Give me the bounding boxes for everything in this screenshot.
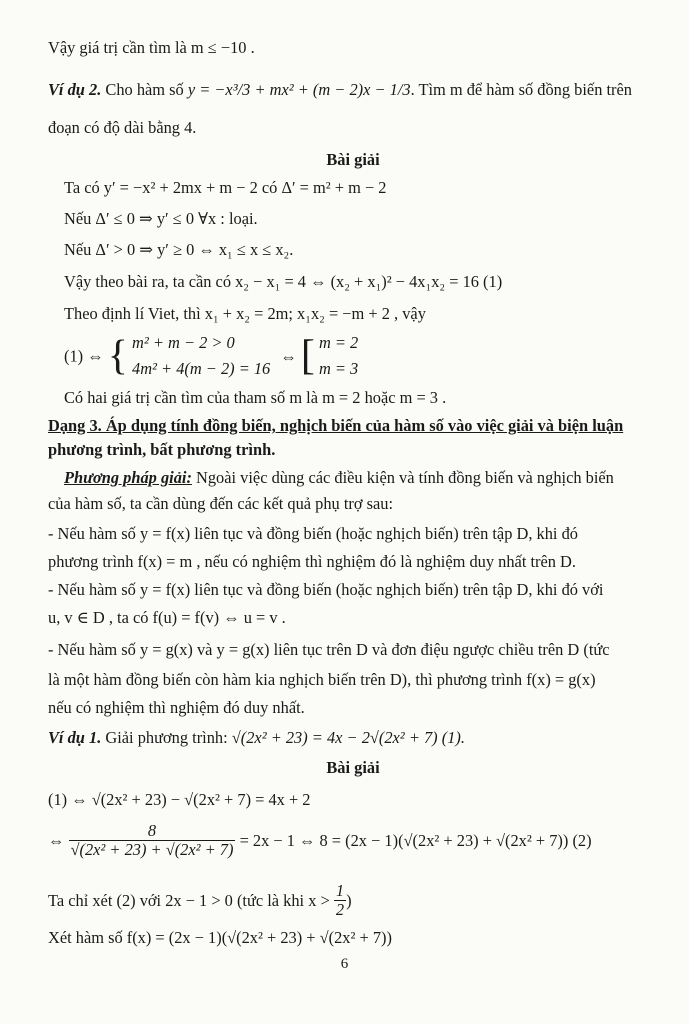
method-line [64, 466, 614, 489]
section-heading [48, 414, 623, 437]
fraction [334, 882, 346, 919]
function-formula: y = −x³/3 + mx² + (m − 2)x − 1/3 [187, 80, 411, 99]
text-line: Ta có y′ = −x² + 2mx + m − 2 có Δ′ = m² + m − 2 [64, 178, 387, 197]
section-heading-cont: phương trình, bất phương trình. [48, 440, 276, 459]
text: Ngoài việc dùng các điều kiện và tính đồng biến và nghịch biến [191, 468, 614, 487]
system-eq-1: m² + m − 2 > 0 [132, 333, 235, 352]
solution-heading: Bài giải [326, 758, 380, 777]
system-eq-2: 4m² + 4(m − 2) = 16 [132, 359, 271, 379]
text: . Tìm m để hàm số đồng biến trên [410, 80, 632, 99]
left-bracket-icon: [ [300, 333, 315, 380]
example-2-line [48, 78, 632, 101]
example-label: Ví dụ 2. [48, 80, 102, 99]
equation-system [64, 330, 358, 383]
text-line: - Nếu hàm số y = f(x) liên tục và đồng biến (hoặc nghịch biến) trên tập D, khi đó [48, 524, 578, 543]
result-1: m = 2 [318, 333, 359, 352]
text-line: nếu có nghiệm thì nghiệm đó duy nhất. [48, 698, 305, 717]
equation-line [48, 882, 352, 919]
equivalence: ⇔ [48, 830, 65, 850]
equation-line: (1) ⇔ √(2x² + 23) − √(2x² + 7) = 4x + 2 [48, 790, 311, 809]
text-line: - Nếu hàm số y = f(x) liên tục và đồng biến (hoặc nghịch biến) trên tập D, khi đó với [48, 580, 604, 599]
equivalence: ⇔ [280, 346, 297, 366]
equation-line: Xét hàm số f(x) = (2x − 1)(√(2x² + 23) + √(2x² + 7)) [48, 928, 392, 947]
text-line: Có hai giá trị cần tìm của tham số m là m = 2 hoặc m = 3 . [64, 388, 447, 407]
text-line: của hàm số, ta cần dùng đến các kết quả phụ trợ sau: [48, 494, 394, 513]
text-line: u, v ∈ D , ta có f(u) = f(v) ⇔ u = v . [48, 608, 286, 627]
system-results [319, 330, 358, 383]
text-line: Vậy theo bài ra, ta cần có x₂ − x₁ = 4 ⇔ (x₂ + x₁)² − 4x₁x₂ = 16 (1) [64, 272, 503, 291]
section-title: Dạng 3. Áp dụng tính đồng biến, nghịch biến của hàm số vào việc giải và biện luận [48, 416, 624, 435]
text-line: - Nếu hàm số y = g(x) và y = g(x) liên tục trên D và đơn điệu ngược chiều trên D (tức [48, 640, 610, 659]
system-equations [132, 330, 270, 383]
text-line: là một hàm đồng biến còn hàm kia nghịch biến trên D), thì phương trình f(x) = g(x) [48, 670, 596, 689]
equation: √(2x² + 23) = 4x − 2√(2x² + 7) (1). [231, 728, 465, 747]
text: ) [346, 890, 352, 910]
denominator: 2 [335, 900, 345, 920]
numerator: 8 [69, 822, 236, 841]
denominator: √(2x² + 23) + √(2x² + 7) [70, 840, 234, 860]
page-number: 6 [340, 956, 349, 972]
text: Giải phương trình: [101, 728, 228, 747]
text-line: phương trình f(x) = m , nếu có nghiệm thì nghiệm đó là nghiệm duy nhất trên D. [48, 552, 576, 571]
text-line: Vậy giá trị cần tìm là m ≤ −10 . [48, 38, 255, 57]
numerator: 1 [335, 881, 345, 900]
solution-heading: Bài giải [326, 150, 380, 169]
text-line: Theo định lí Viet, thì x₁ + x₂ = 2m; x₁x₂ = −m + 2 , vậy [64, 304, 426, 323]
text-line: đoạn có độ dài bằng 4. [48, 118, 197, 137]
system-lhs: (1) ⇔ [64, 346, 104, 366]
equation-rest: = 2x − 1 ⇔ 8 = (2x − 1)(√(2x² + 23) + √(2x² + 7)) (2) [239, 830, 592, 850]
text-line: Nếu Δ′ ≤ 0 ⇒ y′ ≤ 0 ∀x : loại. [64, 209, 258, 228]
equation-line [48, 822, 592, 859]
fraction [69, 822, 236, 859]
method-label: Phương pháp giải: [64, 468, 192, 487]
text: Ta chỉ xét (2) với 2x − 1 > 0 (tức là khi x > [48, 890, 330, 910]
left-brace-icon: { [107, 333, 128, 380]
result-2: m = 3 [318, 359, 359, 379]
text: Cho hàm số [105, 80, 184, 99]
example-1-line [48, 726, 465, 749]
text-line: Nếu Δ′ > 0 ⇒ y′ ≥ 0 ⇔ x₁ ≤ x ≤ x₂. [64, 240, 294, 259]
example-label: Ví dụ 1. [48, 728, 102, 747]
